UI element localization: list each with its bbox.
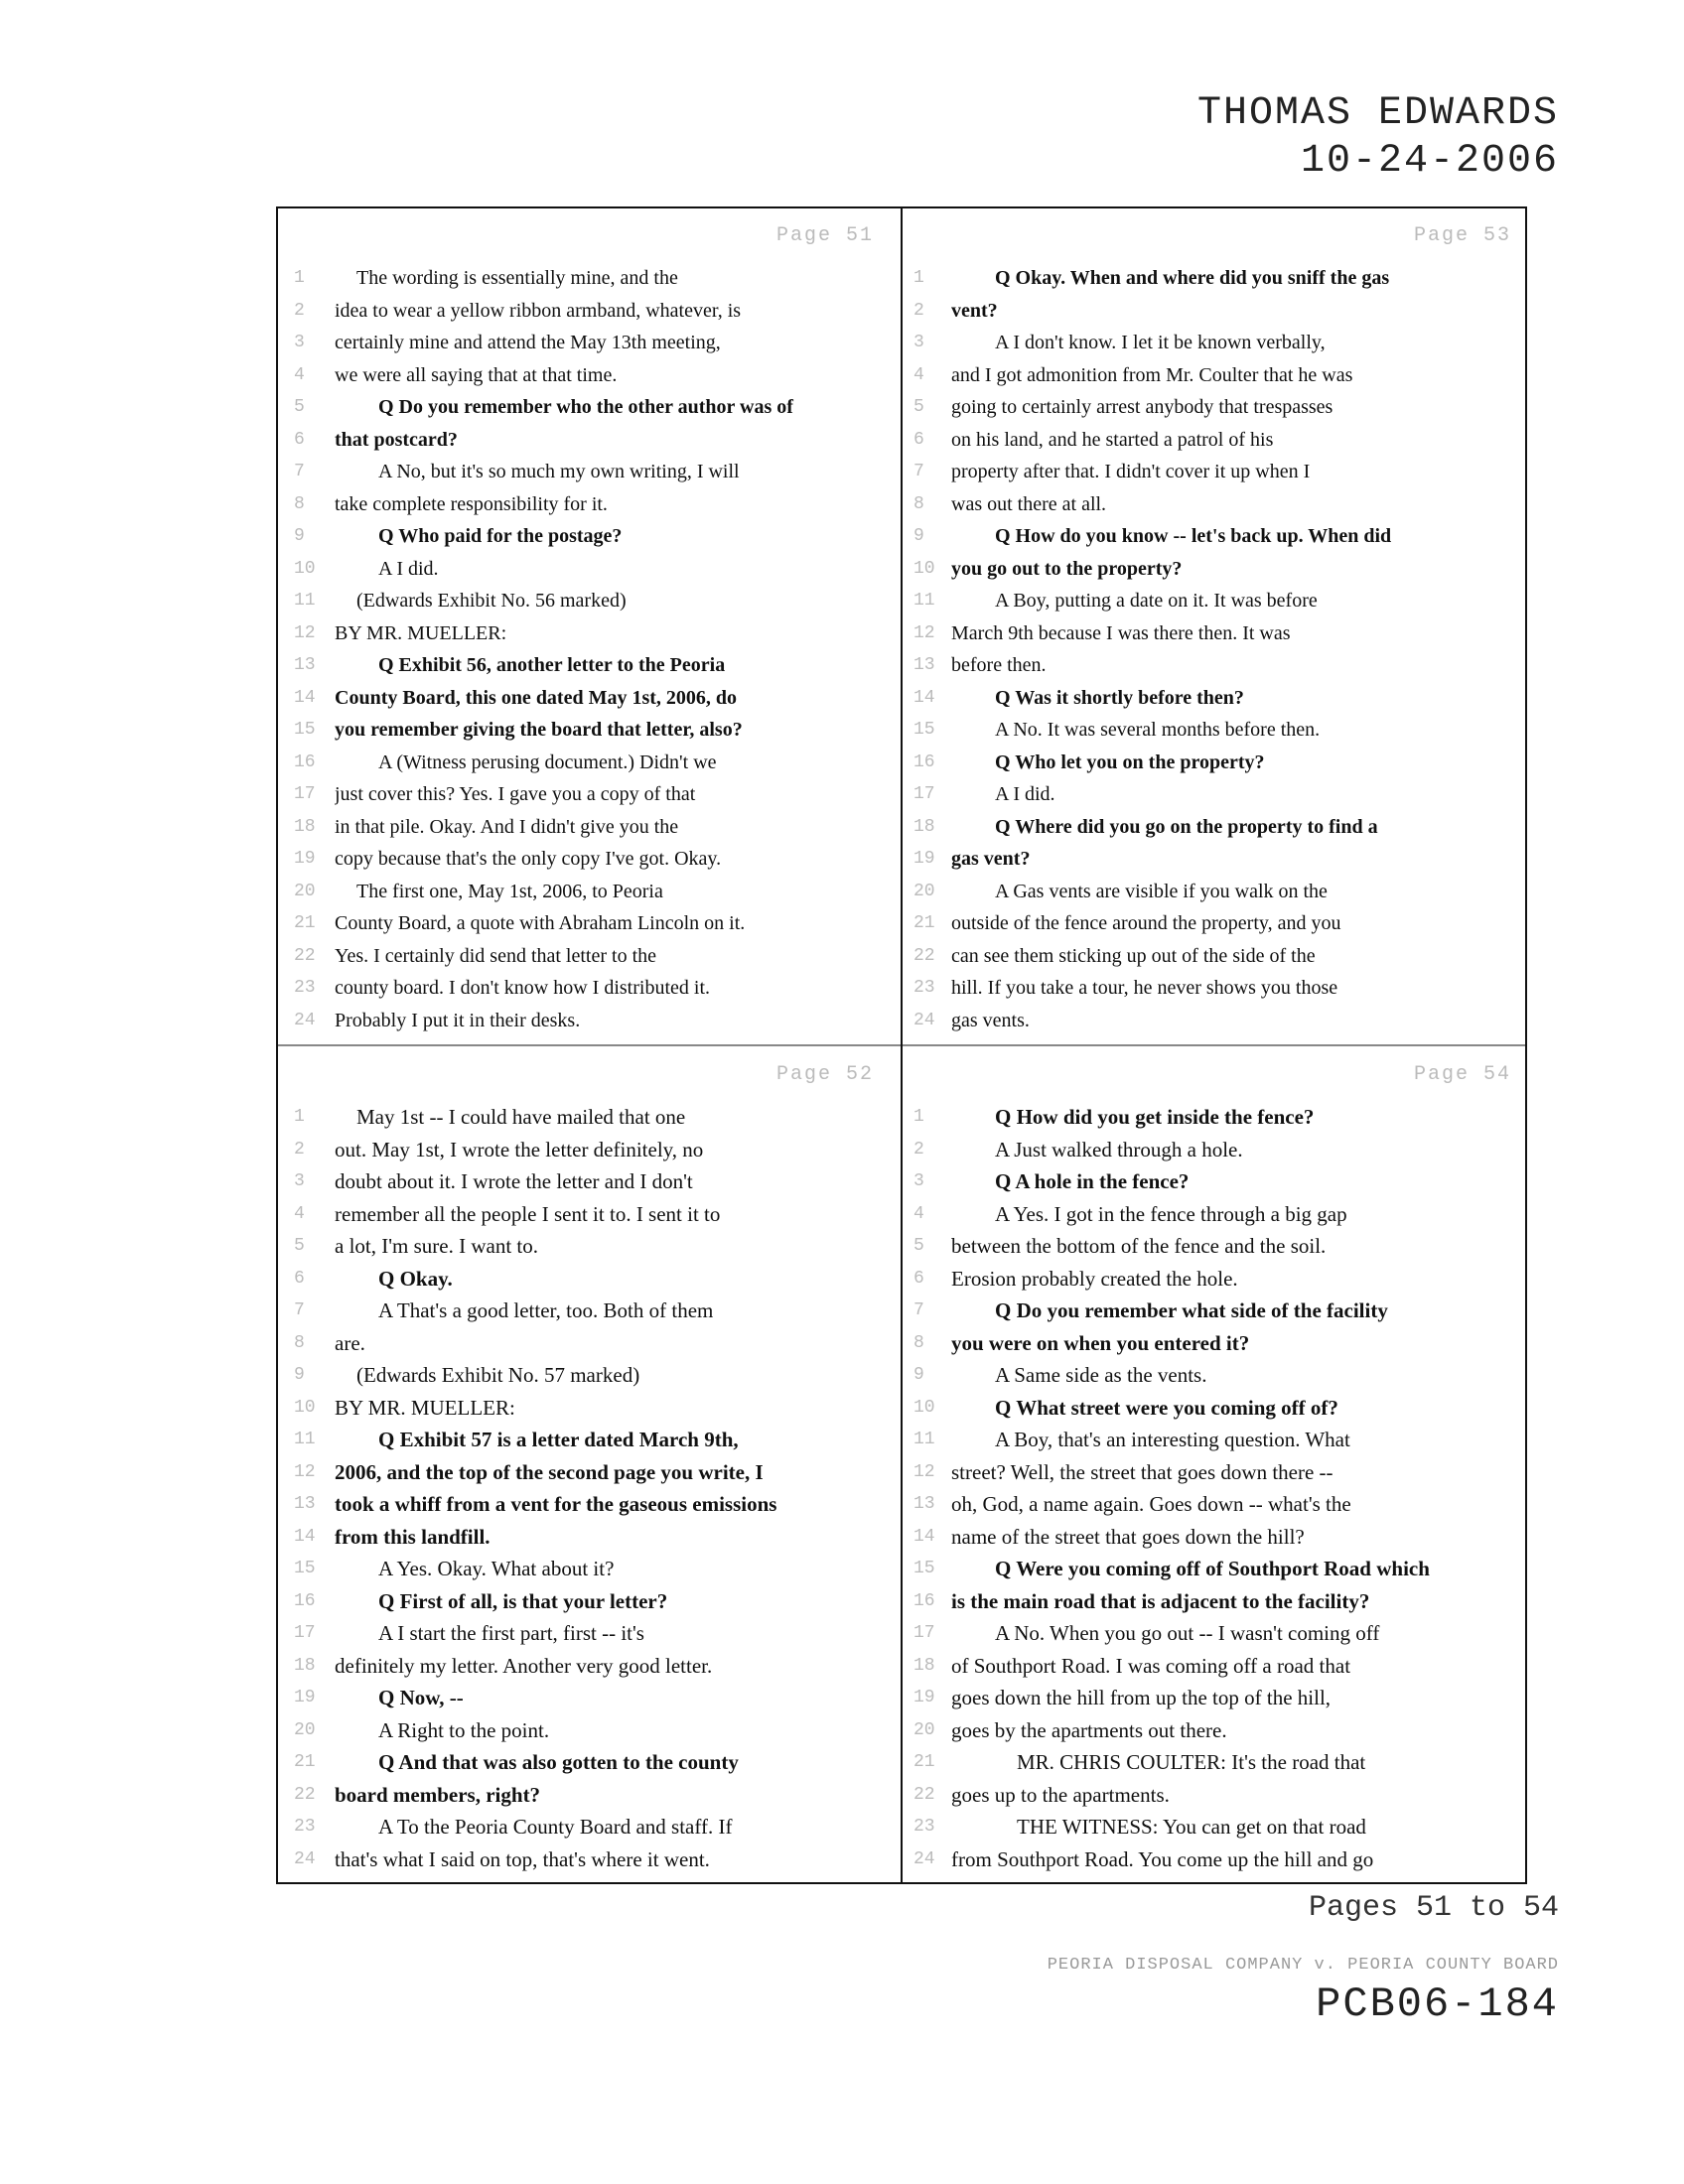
line-number: 15 <box>913 720 935 740</box>
line-number: 16 <box>913 751 935 772</box>
line-text: The wording is essentially mine, and the <box>356 267 678 289</box>
question-text: Q Were you coming off of Southport Road which <box>995 1557 1430 1580</box>
line-number: 24 <box>294 1848 316 1869</box>
line-number: 7 <box>913 1300 924 1320</box>
line-number: 23 <box>294 1817 316 1837</box>
line-number: 17 <box>913 784 935 804</box>
line-number: 22 <box>913 1784 935 1805</box>
line-number: 24 <box>294 1010 316 1030</box>
line-number: 3 <box>294 333 305 352</box>
line-number: 21 <box>913 1752 935 1772</box>
question-text: Q Exhibit 56, another letter to the Peoria <box>378 654 726 676</box>
line-number: 13 <box>294 1494 316 1514</box>
line-number: 22 <box>294 1784 316 1805</box>
line-text: A That's a good letter, too. Both of them <box>378 1298 714 1322</box>
line-text: from Southport Road. You come up the hill and go <box>951 1846 1374 1871</box>
line-text: are. <box>335 1330 365 1355</box>
line-number: 9 <box>913 526 924 546</box>
line-number: 11 <box>913 1430 935 1449</box>
line-text: take complete responsibility for it. <box>335 492 608 515</box>
question-text: Q How do you know -- let's back up. When did <box>995 525 1392 547</box>
line-text: property after that. I didn't cover it up when I <box>951 461 1311 482</box>
line-number: 2 <box>913 300 924 321</box>
transcript-frame <box>276 206 1527 1884</box>
question-text: County Board, this one dated May 1st, 2006, do <box>335 686 738 709</box>
line-number: 3 <box>913 333 924 352</box>
line-text: in that pile. Okay. And I didn't give you the <box>335 815 679 838</box>
line-text: A No. It was several months before then. <box>995 719 1321 741</box>
line-number: 21 <box>294 913 316 933</box>
line-number: 14 <box>294 1526 316 1547</box>
question-text: is the main road that is adjacent to the facility? <box>951 1588 1370 1613</box>
line-number: 23 <box>294 978 316 998</box>
question-text: Q What street were you coming off of? <box>995 1395 1338 1420</box>
line-text: A No. When you go out -- I wasn't coming off <box>995 1621 1380 1645</box>
line-number: 18 <box>294 1655 316 1676</box>
line-number: 16 <box>294 1590 316 1611</box>
line-text: A Boy, that's an interesting question. What <box>995 1428 1350 1451</box>
line-number: 17 <box>294 1623 316 1643</box>
line-text: A (Witness perusing document.) Didn't we <box>378 751 717 773</box>
line-number: 2 <box>294 300 305 321</box>
question-text: Q Now, -- <box>378 1686 464 1709</box>
line-text: on his land, and he started a patrol of his <box>951 428 1274 451</box>
line-text: A I don't know. I let it be known verbally, <box>995 332 1326 353</box>
line-number: 18 <box>913 816 935 837</box>
line-text: goes down the hill from up the top of the hill, <box>951 1686 1332 1709</box>
line-number: 6 <box>913 1268 924 1289</box>
line-number: 2 <box>294 1139 305 1160</box>
question-text: Q Where did you go on the property to find a <box>995 815 1378 838</box>
line-number: 6 <box>294 1268 305 1289</box>
line-text: A Gas vents are visible if you walk on the <box>995 880 1328 902</box>
line-number: 20 <box>294 881 316 901</box>
line-text: BY MR. MUELLER: <box>335 1395 515 1420</box>
line-text: goes up to the apartments. <box>951 1782 1170 1807</box>
question-text: Q And that was also gotten to the county <box>378 1750 739 1774</box>
line-number: 12 <box>913 1461 935 1482</box>
line-number: 19 <box>913 849 935 869</box>
line-number: 23 <box>913 1817 935 1837</box>
line-number: 19 <box>294 1688 316 1707</box>
line-number: 16 <box>913 1590 935 1611</box>
line-number: 21 <box>913 913 935 933</box>
line-number: 19 <box>913 1688 935 1707</box>
line-text: Yes. I certainly did send that letter to the <box>335 944 657 967</box>
line-text: oh, God, a name again. Goes down -- what's the <box>951 1492 1351 1516</box>
line-text: A Right to the point. <box>378 1717 550 1742</box>
line-text: A No, but it's so much my own writing, I will <box>378 461 740 482</box>
line-number: 1 <box>913 268 924 288</box>
line-number: 5 <box>913 397 924 417</box>
line-number: 12 <box>294 622 316 643</box>
line-text: A Boy, putting a date on it. It was before <box>995 590 1318 612</box>
page-label: Page 54 <box>1413 1063 1511 1086</box>
line-text: of Southport Road. I was coming off a road that <box>951 1653 1351 1678</box>
line-text: street? Well, the street that goes down there -- <box>951 1459 1333 1484</box>
line-text: A To the Peoria County Board and staff. If <box>378 1815 733 1839</box>
line-text: hill. If you take a tour, he never shows you those <box>951 977 1338 999</box>
line-number: 7 <box>294 462 305 481</box>
page-label: Page 52 <box>775 1063 874 1086</box>
line-number: 22 <box>913 945 935 966</box>
line-text: County Board, a quote with Abraham Lincoln on it. <box>335 912 746 934</box>
case-number: PCB06-184 <box>1316 1980 1559 2028</box>
line-number: 18 <box>294 816 316 837</box>
page-label: Page 51 <box>775 224 874 247</box>
question-text: Q First of all, is that your letter? <box>378 1588 668 1613</box>
line-text: A I start the first part, first -- it's <box>378 1621 644 1645</box>
line-number: 7 <box>294 1300 305 1320</box>
line-text: May 1st -- I could have mailed that one <box>356 1105 686 1129</box>
line-text: we were all saying that at that time. <box>335 363 618 386</box>
line-number: 6 <box>913 429 924 450</box>
line-number: 10 <box>913 558 935 579</box>
line-number: 15 <box>913 1559 935 1578</box>
line-number: 4 <box>294 1203 305 1224</box>
line-text: name of the street that goes down the hill? <box>951 1524 1305 1549</box>
line-number: 14 <box>913 687 935 708</box>
line-number: 24 <box>913 1848 935 1869</box>
line-number: 4 <box>913 364 924 385</box>
line-number: 9 <box>294 526 305 546</box>
line-number: 14 <box>913 1526 935 1547</box>
line-number: 10 <box>294 1397 316 1418</box>
line-text: definitely my letter. Another very good letter. <box>335 1653 713 1678</box>
line-number: 3 <box>913 1171 924 1191</box>
line-text: Probably I put it in their desks. <box>335 1009 581 1031</box>
line-number: 11 <box>294 1430 316 1449</box>
line-number: 6 <box>294 429 305 450</box>
question-text: Q How did you get inside the fence? <box>995 1105 1315 1129</box>
line-text: that's what I said on top, that's where it went. <box>335 1846 710 1871</box>
line-number: 17 <box>913 1623 935 1643</box>
question-text: Q Who let you on the property? <box>995 751 1265 773</box>
question-text: Q A hole in the fence? <box>995 1169 1190 1193</box>
line-number: 5 <box>294 1236 305 1256</box>
line-number: 9 <box>294 1365 305 1385</box>
line-number: 24 <box>913 1010 935 1030</box>
line-number: 9 <box>913 1365 924 1385</box>
line-number: 13 <box>913 1494 935 1514</box>
line-text: before then. <box>951 654 1047 676</box>
line-text: a lot, I'm sure. I want to. <box>335 1234 538 1258</box>
line-number: 19 <box>294 849 316 869</box>
line-number: 13 <box>913 655 935 675</box>
line-number: 1 <box>294 268 305 288</box>
line-number: 2 <box>913 1139 924 1160</box>
line-number: 11 <box>913 591 935 611</box>
line-number: 7 <box>913 462 924 481</box>
line-text: A Yes. Okay. What about it? <box>378 1557 615 1580</box>
line-text: can see them sticking up out of the side of the <box>951 944 1316 967</box>
line-text: was out there at all. <box>951 492 1107 515</box>
page-range: Pages 51 to 54 <box>1308 1891 1559 1925</box>
line-number: 1 <box>294 1107 305 1127</box>
question-text: you go out to the property? <box>951 557 1183 580</box>
question-text: Q Okay. <box>378 1266 453 1291</box>
line-text: doubt about it. I wrote the letter and I don't <box>335 1169 693 1193</box>
line-number: 10 <box>913 1397 935 1418</box>
line-text: A Same side as the vents. <box>995 1363 1207 1387</box>
question-text: you were on when you entered it? <box>951 1330 1250 1355</box>
line-text: certainly mine and attend the May 13th meeting, <box>335 332 721 353</box>
line-number: 4 <box>913 1203 924 1224</box>
line-number: 11 <box>294 591 316 611</box>
line-number: 1 <box>913 1107 924 1127</box>
line-text: and I got admonition from Mr. Coulter that he was <box>951 363 1353 386</box>
question-text: Q Okay. When and where did you sniff the gas <box>995 267 1390 289</box>
deponent-name: THOMAS EDWARDS <box>1196 91 1559 136</box>
frame-dividers <box>278 208 1525 1882</box>
line-number: 12 <box>913 622 935 643</box>
question-text: Q Do you remember what side of the facility <box>995 1298 1388 1322</box>
line-number: 5 <box>913 1236 924 1256</box>
line-text: copy because that's the only copy I've got. Okay. <box>335 848 722 870</box>
line-text: out. May 1st, I wrote the letter definitely, no <box>335 1137 704 1161</box>
line-text: A Just walked through a hole. <box>995 1137 1243 1161</box>
line-number: 20 <box>913 1719 935 1740</box>
line-number: 5 <box>294 397 305 417</box>
line-number: 14 <box>294 687 316 708</box>
line-number: 15 <box>294 1559 316 1578</box>
line-number: 12 <box>294 1461 316 1482</box>
deposition-date: 10-24-2006 <box>1300 139 1559 184</box>
line-number: 8 <box>913 1332 924 1353</box>
line-text: idea to wear a yellow ribbon armband, whatever, is <box>335 299 742 322</box>
line-text: Erosion probably created the hole. <box>951 1266 1238 1291</box>
line-text: (Edwards Exhibit No. 57 marked) <box>356 1363 640 1387</box>
line-text: gas vents. <box>951 1009 1030 1031</box>
line-number: 22 <box>294 945 316 966</box>
line-number: 23 <box>913 978 935 998</box>
line-text: BY MR. MUELLER: <box>335 621 507 644</box>
case-caption: PEORIA DISPOSAL COMPANY v. PEORIA COUNTY BOARD <box>1047 1956 1559 1975</box>
question-text: Q Who paid for the postage? <box>378 525 623 547</box>
question-text: Q Was it shortly before then? <box>995 686 1244 709</box>
line-text: The first one, May 1st, 2006, to Peoria <box>356 880 663 902</box>
line-number: 17 <box>294 784 316 804</box>
line-number: 8 <box>294 1332 305 1353</box>
line-text: A Yes. I got in the fence through a big gap <box>995 1201 1347 1226</box>
line-number: 21 <box>294 1752 316 1772</box>
line-text: county board. I don't know how I distributed it. <box>335 977 710 999</box>
line-text: March 9th because I was there then. It was <box>951 621 1291 644</box>
question-text: board members, right? <box>335 1782 541 1807</box>
line-text: A I did. <box>995 783 1055 805</box>
line-text: goes by the apartments out there. <box>951 1717 1227 1742</box>
line-text: outside of the fence around the property, and you <box>951 912 1341 934</box>
line-number: 18 <box>913 1655 935 1676</box>
line-text: A I did. <box>378 557 439 580</box>
question-text: Q Exhibit 57 is a letter dated March 9th, <box>378 1428 739 1451</box>
line-number: 10 <box>294 558 316 579</box>
question-text: from this landfill. <box>335 1524 491 1549</box>
line-text: between the bottom of the fence and the soil. <box>951 1234 1327 1258</box>
line-number: 13 <box>294 655 316 675</box>
question-text: vent? <box>951 299 998 322</box>
page-label: Page 53 <box>1413 224 1511 247</box>
line-number: 3 <box>294 1171 305 1191</box>
line-text: going to certainly arrest anybody that trespasses <box>951 396 1333 418</box>
line-number: 20 <box>913 881 935 901</box>
question-text: that postcard? <box>335 428 458 451</box>
line-number: 20 <box>294 1719 316 1740</box>
line-number: 8 <box>913 493 924 514</box>
question-text: 2006, and the top of the second page you write, I <box>335 1459 764 1484</box>
line-text: MR. CHRIS COULTER: It's the road that <box>1017 1750 1366 1774</box>
question-text: Q Do you remember who the other author was of <box>378 396 793 418</box>
line-number: 4 <box>294 364 305 385</box>
line-text: just cover this? Yes. I gave you a copy of that <box>335 783 696 805</box>
question-text: took a whiff from a vent for the gaseous emissions <box>335 1492 777 1516</box>
line-number: 15 <box>294 720 316 740</box>
line-text: remember all the people I sent it to. I sent it to <box>335 1201 721 1226</box>
line-text: THE WITNESS: You can get on that road <box>1017 1815 1366 1839</box>
line-number: 8 <box>294 493 305 514</box>
question-text: gas vent? <box>951 848 1031 870</box>
question-text: you remember giving the board that letter, also? <box>335 719 743 741</box>
line-text: (Edwards Exhibit No. 56 marked) <box>356 590 627 612</box>
line-number: 16 <box>294 751 316 772</box>
